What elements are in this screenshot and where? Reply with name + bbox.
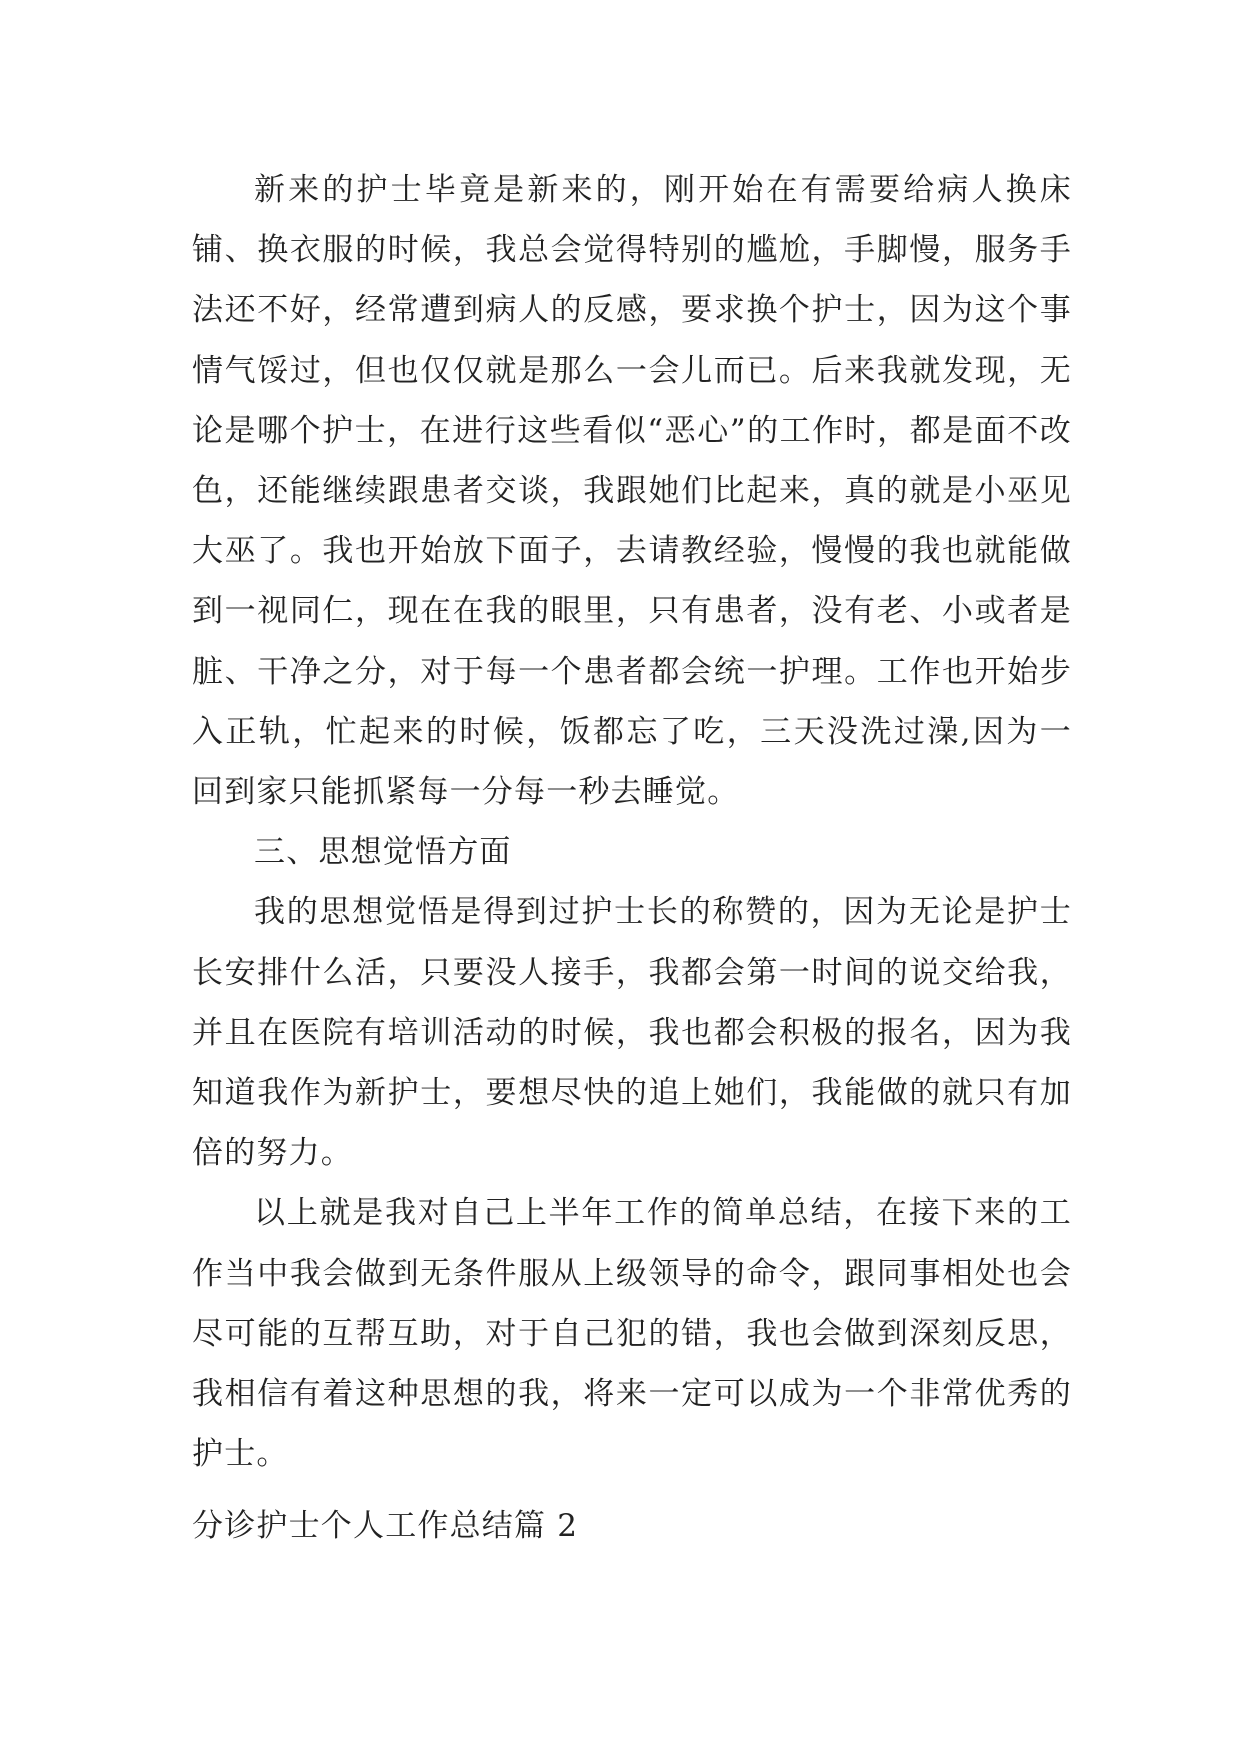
next-article-title: 分诊护士个人工作总结篇 2	[192, 1508, 579, 1544]
paragraph-summary: 以上就是我对自己上半年工作的简单总结，在接下来的工作当中我会做到无条件服从上级领导的命令，跟同事相处也会尽可能的互帮互助，对于自己犯的错，我也会做到深刻反思，我相信有着这种思想的我，将来一定可以成为一个非常优秀的护士。	[192, 1195, 1072, 1473]
paragraph-ideology: 我的思想觉悟是得到过护士长的称赞的，因为无论是护士长安排什么活，只要没人接手，我都会第一时间的说交给我，并且在医院有培训活动的时候，我也都会积极的报名，因为我知道我作为新护士，要想尽快的追上她们，我能做的就只有加倍的努力。	[192, 894, 1072, 1172]
paragraph-new-nurse-experience: 新来的护士毕竟是新来的，刚开始在有需要给病人换床铺、换衣服的时候，我总会觉得特别的尴尬，手脚慢，服务手法还不好，经常遭到病人的反感，要求换个护士，因为这个事情气馁过，但也仅仅就是那么一会儿而已。后来我就发现，无论是哪个护士，在进行这些看似“恶心”的工作时，都是面不改色，还能继续跟患者交谈，我跟她们比起来，真的就是小巫见大巫了。我也开始放下面子，去请教经验，慢慢的我也就能做到一视同仁，现在在我的眼里，只有患者，没有老、小或者是脏、干净之分，对于每一个患者都会统一护理。工作也开始步入正轨，忙起来的时候，饭都忘了吃，三天没洗过澡,因为一回到家只能抓紧每一分每一秒去睡觉。	[192, 172, 1072, 811]
section-heading-ideology: 三、思想觉悟方面	[254, 834, 512, 871]
document-body	[192, 160, 1072, 1484]
